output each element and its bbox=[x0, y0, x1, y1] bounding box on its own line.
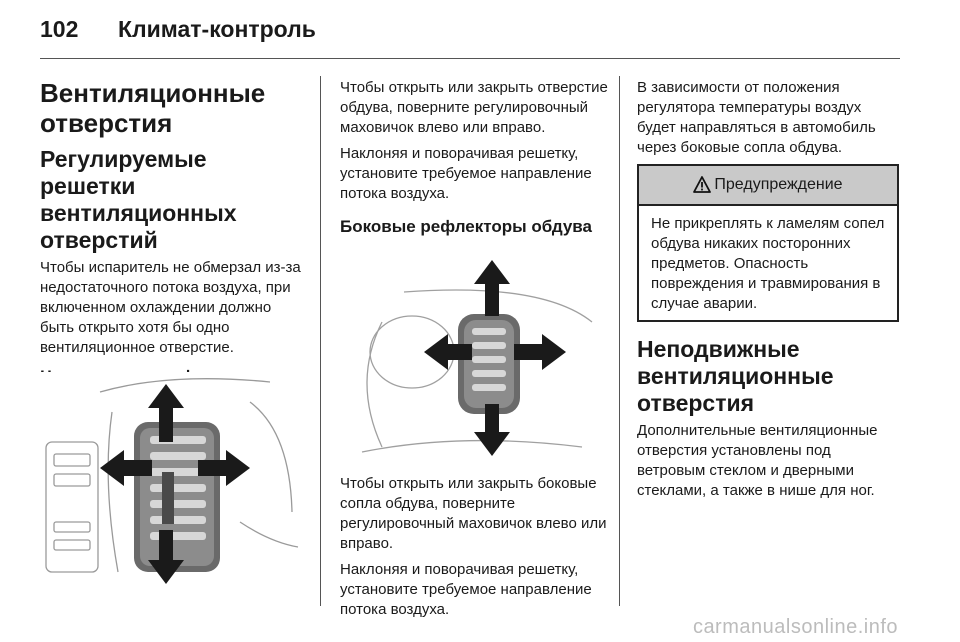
watermark: carmanualsonline.info bbox=[692, 616, 898, 638]
column-2 bbox=[340, 78, 608, 241]
center-vent-illustration bbox=[40, 372, 302, 584]
side-vent-direction-paragraph: Наклоняя и поворачивая решетку, установите требуемое направление потока воздуха. bbox=[340, 561, 592, 618]
side-vent-illustration bbox=[342, 252, 604, 462]
page-number: 102 bbox=[40, 16, 79, 42]
section-heading-vents: Вентиляционные отверстия bbox=[40, 78, 266, 138]
page-header bbox=[0, 0, 960, 60]
column-divider-2 bbox=[619, 76, 620, 606]
column-2-lower bbox=[340, 474, 608, 626]
warning-header bbox=[639, 166, 897, 206]
warning-triangle-icon bbox=[693, 176, 711, 194]
header-rule bbox=[40, 58, 900, 59]
fixed-vents-paragraph: Дополнительные вентиляционные отверстия установлены под ветровым стеклом и дверными стеклами, а также в нише для ног. bbox=[637, 422, 878, 499]
intro-paragraph: Чтобы испаритель не обмерзал из-за недостаточного потока воздуха, при включенном охлаждении должно быть открыто хотя бы одно вентиляционное отверстие. bbox=[40, 259, 301, 356]
side-vent-open-paragraph: Чтобы открыть или закрыть боковые сопла обдува, поверните регулировочный маховичок влево или вправо. bbox=[340, 475, 607, 552]
chapter-title: Климат-контроль bbox=[118, 16, 316, 42]
warning-text: Не прикреплять к ламелям сопел обдува никаких посторонних предметов. Опасность повреждения и травмирования в случае аварии. bbox=[651, 215, 885, 312]
column-1 bbox=[40, 78, 306, 412]
warning-title: Предупреждение bbox=[714, 176, 843, 193]
fixed-vents-heading: Неподвижные вентиляционные отверстия bbox=[637, 336, 834, 416]
center-vent-direction-paragraph: Наклоняя и поворачивая решетку, установите требуемое направление потока воздуха. bbox=[340, 145, 592, 202]
warning-body bbox=[639, 206, 897, 320]
center-vent-open-paragraph: Чтобы открыть или закрыть отверстие обдува, поверните регулировочный маховичок влево или вправо. bbox=[340, 79, 608, 136]
column-divider-1 bbox=[320, 76, 321, 606]
warning-box bbox=[637, 164, 899, 322]
column-3 bbox=[637, 78, 899, 507]
side-vents-heading: Боковые рефлекторы обдува bbox=[340, 217, 592, 236]
subheading-adjustable-vents: Регулируемые решетки вентиляционных отверстий bbox=[40, 146, 237, 253]
temperature-paragraph: В зависимости от положения регулятора температуры воздух будет направляться в автомобиль через боковые сопла обдува. bbox=[637, 79, 876, 156]
